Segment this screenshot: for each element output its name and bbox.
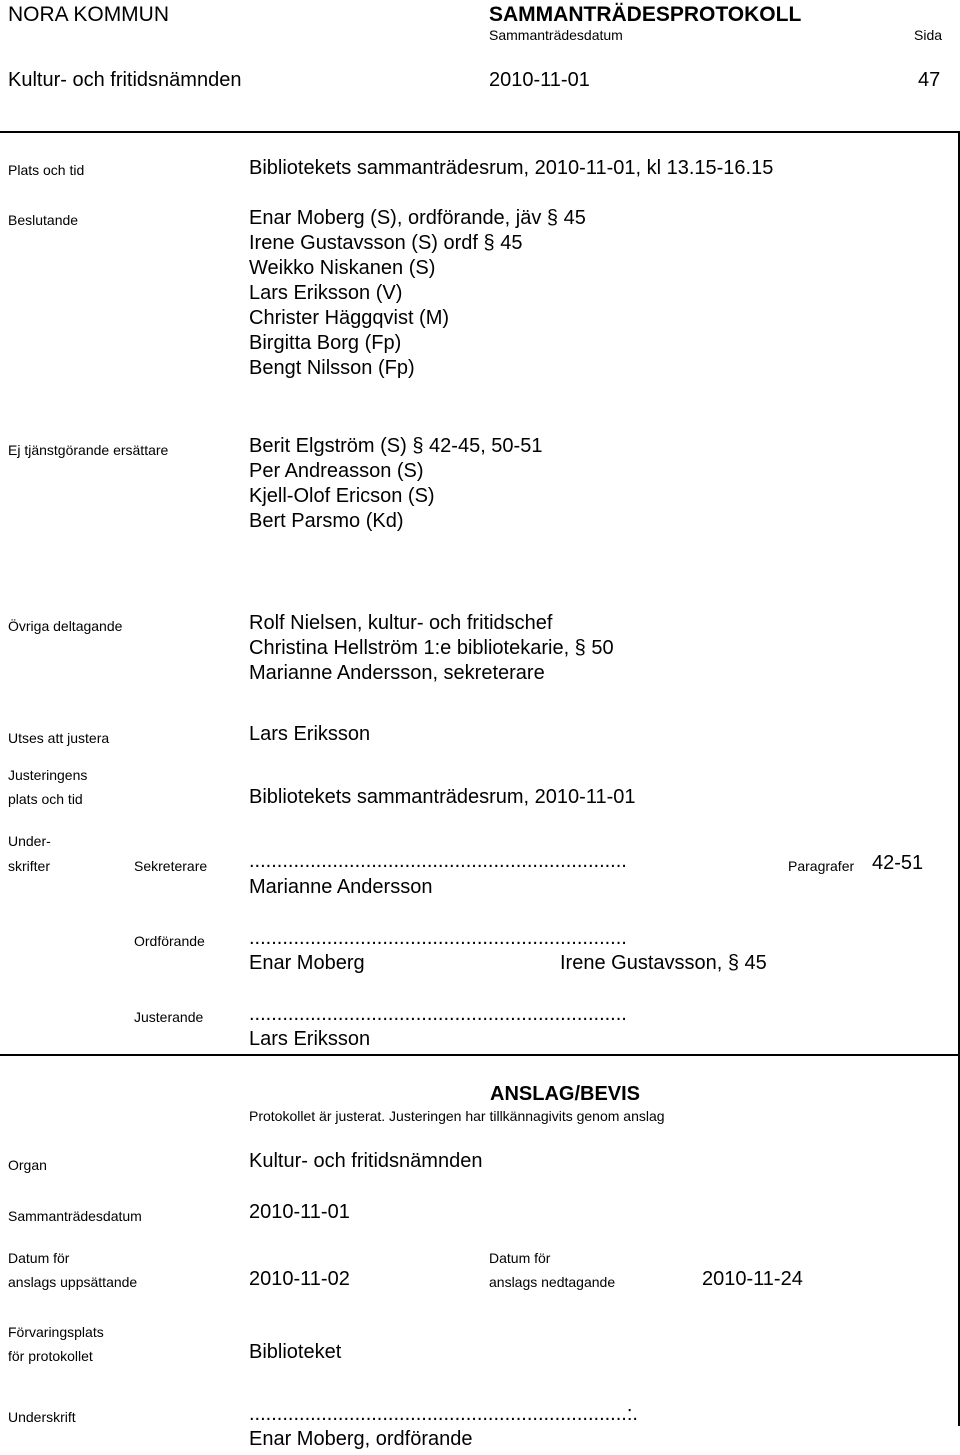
- storage-label-1: Förvaringsplats: [8, 1324, 104, 1340]
- substitute-member: Kjell-Olof Ericson (S): [249, 485, 435, 507]
- adjuster-value: Lars Eriksson: [249, 723, 371, 745]
- adjust-place-value: Bibliotekets sammanträdesrum, 2010-11-01: [249, 786, 636, 808]
- secretary-signature-line: ....................................................................: [249, 850, 627, 872]
- deciding-member: Weikko Niskanen (S): [249, 257, 436, 279]
- notice-subtitle: Protokollet är justerat. Justeringen har tillkännagivits genom anslag: [249, 1108, 665, 1124]
- adjust-place-label-2: plats och tid: [8, 791, 83, 807]
- top-rule: [0, 131, 960, 133]
- notice-date-value: 2010-11-01: [249, 1201, 350, 1223]
- posted-label-1: Datum för: [8, 1250, 70, 1266]
- storage-value: Biblioteket: [249, 1341, 342, 1363]
- substitutes-list: [249, 434, 542, 534]
- notice-rule: [0, 1054, 960, 1056]
- notice-signature-line: ....................................................................:.: [249, 1403, 638, 1425]
- substitutes-label: Ej tjänstgörande ersättare: [8, 442, 169, 458]
- adjuster-label: Utses att justera: [8, 730, 110, 746]
- meeting-date: 2010-11-01: [489, 69, 590, 91]
- other-participant: Marianne Andersson, sekreterare: [249, 662, 545, 684]
- organ-label: Organ: [8, 1157, 47, 1173]
- page-label: Sida: [914, 27, 943, 43]
- place-value: Bibliotekets sammanträdesrum, 2010-11-01, kl 13.15-16.15: [249, 157, 774, 179]
- others-list: [249, 611, 614, 686]
- org-name: NORA KOMMUN: [8, 3, 170, 26]
- deciding-member: Lars Eriksson (V): [249, 282, 403, 304]
- substitute-member: Per Andreasson (S): [249, 460, 424, 482]
- chair-signature-line: ....................................................................: [249, 927, 627, 949]
- committee-name: Kultur- och fritidsnämnden: [8, 69, 242, 91]
- removed-label-2: anslags nedtagande: [489, 1274, 616, 1290]
- chair-label: Ordförande: [134, 933, 205, 949]
- paragraphs-value: 42-51: [872, 852, 924, 874]
- chair-name: Enar Moberg: [249, 952, 365, 974]
- deciding-member: Irene Gustavsson (S) ordf § 45: [249, 232, 523, 254]
- notice-title: ANSLAG/BEVIS: [490, 1083, 641, 1105]
- adjuster-name: Lars Eriksson: [249, 1028, 371, 1050]
- substitute-member: Berit Elgström (S) § 42-45, 50-51: [249, 435, 543, 457]
- signature-label: Underskrift: [8, 1409, 76, 1425]
- adjuster-sign-label: Justerande: [134, 1009, 204, 1025]
- adjust-place-label-1: Justeringens: [8, 767, 88, 783]
- signatures-label-2: skrifter: [8, 858, 50, 874]
- others-label: Övriga deltagande: [8, 618, 123, 634]
- signatures-label-1: Under-: [8, 833, 51, 849]
- notice-date-label: Sammanträdesdatum: [8, 1208, 142, 1224]
- removed-label-1: Datum för: [489, 1250, 551, 1266]
- place-label: Plats och tid: [8, 162, 85, 178]
- deciding-member: Bengt Nilsson (Fp): [249, 357, 415, 379]
- deciding-label: Beslutande: [8, 212, 79, 228]
- meeting-date-label: Sammanträdesdatum: [489, 27, 623, 43]
- secretary-label: Sekreterare: [134, 858, 208, 874]
- substitute-member: Bert Parsmo (Kd): [249, 510, 404, 532]
- storage-label-2: för protokollet: [8, 1348, 93, 1364]
- secretary-name: Marianne Andersson: [249, 876, 433, 898]
- organ-value: Kultur- och fritidsnämnden: [249, 1150, 483, 1172]
- paragraphs-label: Paragrafer: [788, 858, 855, 874]
- deciding-member: Enar Moberg (S), ordförande, jäv § 45: [249, 207, 586, 229]
- signature-name: Enar Moberg, ordförande: [249, 1428, 473, 1450]
- posted-date: 2010-11-02: [249, 1268, 350, 1290]
- other-participant: Rolf Nielsen, kultur- och fritidschef: [249, 612, 553, 634]
- other-participant: Christina Hellström 1:e bibliotekarie, § 50: [249, 637, 614, 659]
- page-number: 47: [918, 69, 941, 91]
- deciding-list: [249, 206, 586, 381]
- document-type: SAMMANTRÄDESPROTOKOLL: [489, 3, 802, 26]
- posted-label-2: anslags uppsättande: [8, 1274, 138, 1290]
- removed-date: 2010-11-24: [702, 1268, 803, 1290]
- deciding-member: Christer Häggqvist (M): [249, 307, 450, 329]
- deciding-member: Birgitta Borg (Fp): [249, 332, 402, 354]
- chair-alt-name: Irene Gustavsson, § 45: [560, 952, 767, 974]
- adjuster-signature-line: ....................................................................: [249, 1003, 627, 1025]
